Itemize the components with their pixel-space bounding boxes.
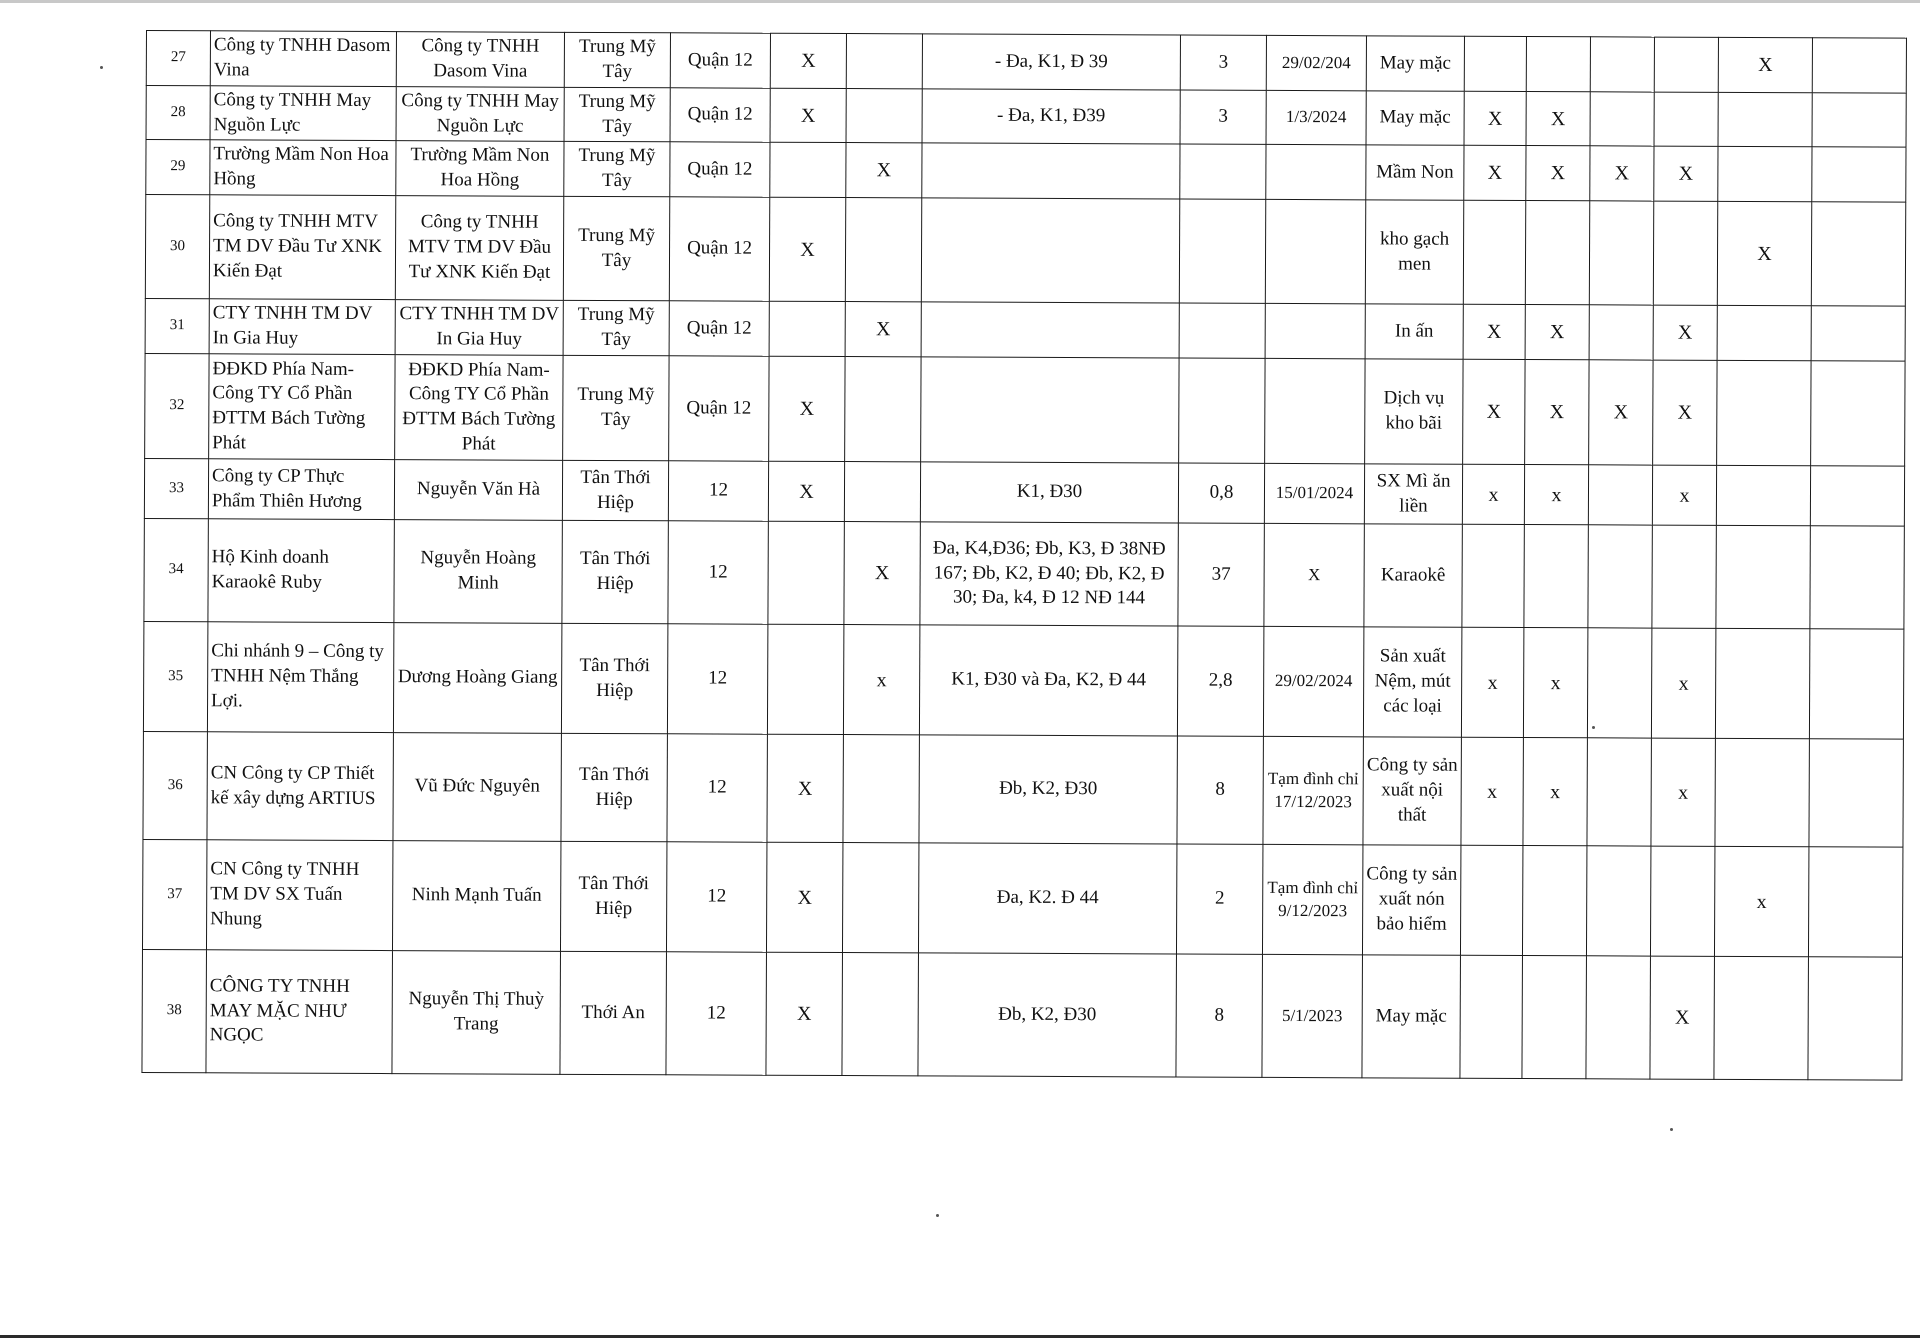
ward: Thới An (560, 951, 667, 1074)
mark-col-5 (1715, 628, 1809, 738)
mark-col-4: X (1653, 360, 1717, 465)
check-col-2 (846, 34, 922, 89)
row-number: 29 (146, 140, 210, 195)
company-name: ĐĐKD Phía Nam- Công TY Cổ Phần ĐTTM Bách Tường Phát (209, 354, 395, 460)
mark-col-3 (1589, 201, 1653, 305)
mark-col-2: x (1523, 628, 1587, 738)
representative: ĐĐKD Phía Nam- Công TY Cổ Phần ĐTTM Bách Tường Phát (395, 355, 563, 461)
representative: Vũ Đức Nguyên (393, 733, 561, 842)
legal-reference: Đa, K2. Đ 44 (918, 843, 1176, 954)
scan-top-edge (0, 0, 1920, 3)
mark-col-3: X (1590, 146, 1654, 201)
table-row (143, 731, 1903, 847)
row-number: 27 (146, 31, 210, 86)
legal-reference (921, 302, 1179, 358)
mark-col-4: x (1652, 465, 1716, 525)
representative: Ninh Mạnh Tuấn (392, 841, 560, 952)
legal-reference: Đb, K2, Đ30 (918, 953, 1177, 1077)
date: 29/02/204 (1266, 35, 1366, 90)
table-body (142, 31, 1907, 1081)
mark-col-5 (1715, 738, 1809, 846)
quantity (1179, 199, 1265, 303)
representative: Công ty TNHH MTV TM DV Đầu Tư XNK Kiến Đạt (395, 196, 563, 301)
district: 12 (667, 624, 767, 734)
date (1266, 144, 1366, 199)
mark-col-5 (1718, 146, 1812, 201)
row-number: 32 (145, 353, 209, 458)
legal-reference: - Đa, K1, Đ 39 (922, 34, 1180, 90)
scan-speck (1592, 726, 1595, 729)
date: 1/3/2024 (1266, 90, 1366, 144)
industry: In ấn (1365, 304, 1463, 359)
mark-col-4 (1650, 846, 1714, 956)
check-col-1: X (766, 842, 842, 952)
district: 12 (668, 461, 768, 521)
ward: Trung Mỹ Tây (563, 196, 669, 300)
district: 12 (666, 842, 766, 952)
date: X (1264, 523, 1364, 626)
check-col-1 (769, 301, 845, 356)
row-number: 31 (145, 298, 209, 353)
check-col-2: x (843, 625, 919, 735)
table-row (142, 839, 1902, 957)
company-name: Hộ Kinh doanh Karaokê Ruby (208, 519, 394, 623)
mark-col-4 (1652, 525, 1716, 628)
representative: Nguyễn Văn Hà (394, 460, 562, 521)
row-number: 30 (145, 195, 209, 299)
representative: Công ty TNHH Dasom Vina (396, 32, 564, 88)
district: 12 (667, 734, 767, 842)
mark-col-6 (1808, 847, 1902, 957)
row-number: 35 (143, 621, 207, 731)
mark-col-4: x (1651, 628, 1715, 738)
industry: Sản xuất Nệm, mút các loại (1363, 627, 1461, 737)
mark-col-1: X (1463, 304, 1525, 359)
scan-speck (1670, 1128, 1673, 1131)
company-name: Công ty TNHH May Nguồn Lực (210, 86, 396, 141)
quantity: 2 (1176, 844, 1262, 954)
company-name: CN Công ty CP Thiết kế xây dựng ARTIUS (207, 732, 393, 841)
mark-col-1 (1464, 36, 1526, 91)
industry: kho gạch men (1365, 200, 1463, 304)
scan-speck (100, 66, 103, 69)
row-number: 38 (142, 949, 207, 1072)
check-col-2 (846, 89, 922, 143)
mark-col-5 (1718, 92, 1812, 146)
industry: Dịch vụ kho bãi (1365, 359, 1463, 464)
mark-col-3 (1590, 92, 1654, 146)
check-col-2 (845, 357, 921, 462)
mark-col-6 (1810, 526, 1904, 629)
industry: Mầm Non (1366, 145, 1464, 200)
representative: Nguyễn Thị Thuỳ Trang (392, 951, 561, 1075)
district: 12 (666, 952, 767, 1075)
mark-col-3 (1587, 738, 1651, 846)
mark-col-2 (1526, 37, 1590, 92)
representative: CTY TNHH TM DV In Gia Huy (395, 300, 563, 356)
mark-col-6 (1811, 361, 1905, 466)
mark-col-4: X (1654, 146, 1718, 201)
date (1265, 358, 1365, 463)
mark-col-4 (1654, 37, 1718, 92)
mark-col-2 (1522, 956, 1587, 1079)
check-col-1 (770, 142, 846, 197)
quantity (1180, 144, 1266, 199)
date: 5/1/2023 (1262, 954, 1363, 1077)
check-col-2: X (846, 143, 922, 198)
mark-col-6 (1808, 957, 1903, 1080)
mark-col-5 (1714, 956, 1809, 1079)
mark-col-1: x (1461, 737, 1523, 845)
representative: Công ty TNHH May Nguồn Lực (396, 87, 564, 142)
mark-col-5 (1716, 465, 1810, 525)
quantity: 0,8 (1178, 463, 1264, 523)
mark-col-3 (1586, 956, 1651, 1079)
table-row (142, 949, 1903, 1080)
table-row (146, 31, 1906, 94)
legal-reference: Đb, K2, Đ30 (919, 735, 1177, 844)
company-name: CTY TNHH TM DV In Gia Huy (209, 299, 395, 355)
mark-col-2: X (1525, 360, 1589, 465)
ward: Trung Mỹ Tây (564, 87, 670, 141)
table-row (145, 195, 1905, 307)
mark-col-1 (1462, 524, 1524, 627)
quantity: 37 (1178, 523, 1264, 626)
company-name: Công ty TNHH Dasom Vina (210, 31, 396, 87)
row-number: 36 (143, 731, 207, 839)
mark-col-3: X (1589, 360, 1653, 465)
mark-col-6 (1812, 147, 1906, 202)
district: Quận 12 (669, 356, 769, 461)
check-col-1: X (770, 33, 846, 88)
company-name: CÔNG TY TNHH MAY MẶC NHƯ NGỌC (206, 950, 393, 1074)
representative: Trường Mầm Non Hoa Hồng (396, 141, 564, 197)
check-col-2: X (844, 522, 920, 625)
date (1265, 199, 1365, 303)
industry: Công ty sản xuất nội thất (1363, 737, 1461, 845)
check-col-1 (768, 521, 844, 624)
mark-col-5 (1717, 360, 1811, 465)
quantity: 8 (1177, 736, 1263, 844)
quantity: 3 (1180, 35, 1266, 90)
mark-col-6 (1812, 93, 1906, 147)
district: Quận 12 (670, 33, 770, 88)
ward: Tân Thới Hiệp (561, 623, 667, 733)
district: Quận 12 (669, 301, 769, 356)
check-col-2 (842, 843, 918, 953)
mark-col-2: X (1526, 146, 1590, 201)
table-row (143, 621, 1903, 739)
district: Quận 12 (670, 88, 770, 142)
ward: Trung Mỹ Tây (563, 300, 669, 355)
representative: Nguyễn Hoàng Minh (394, 520, 562, 624)
industry: May mặc (1366, 36, 1464, 91)
quantity (1179, 358, 1265, 463)
legal-reference (921, 357, 1179, 463)
industry: May mặc (1366, 91, 1464, 145)
company-name: Công ty CP Thực Phẩm Thiên Hương (208, 459, 394, 520)
legal-reference: K1, Đ30 (920, 462, 1178, 523)
company-name: CN Công ty TNHH TM DV SX Tuấn Nhung (206, 840, 392, 951)
mark-col-5 (1716, 525, 1810, 628)
industry: Karaokê (1364, 524, 1462, 627)
mark-col-1: x (1462, 464, 1524, 524)
ward: Trung Mỹ Tây (563, 355, 669, 460)
legal-reference (921, 198, 1179, 303)
industry: May mặc (1362, 955, 1461, 1078)
mark-col-3 (1588, 525, 1652, 628)
mark-col-4 (1653, 201, 1717, 305)
mark-col-1: X (1464, 91, 1526, 145)
mark-col-6 (1809, 739, 1903, 847)
table-row (144, 458, 1904, 526)
ward: Trung Mỹ Tây (564, 141, 670, 196)
mark-col-2: X (1526, 92, 1590, 146)
mark-col-3 (1589, 305, 1653, 360)
mark-col-5: x (1714, 846, 1808, 956)
scan-speck (936, 1214, 939, 1217)
mark-col-2: X (1525, 305, 1589, 360)
mark-col-1: X (1463, 359, 1525, 464)
ward: Tân Thới Hiệp (562, 460, 668, 520)
district: 12 (668, 521, 768, 624)
legal-reference: - Đa, K1, Đ39 (922, 89, 1180, 144)
quantity (1179, 303, 1265, 358)
district: Quận 12 (670, 142, 770, 197)
legal-reference: Đa, K4,Đ36; Đb, K3, Đ 38NĐ 167; Đb, K2, Đ 40; Đb, K2, Đ 30; Đa, k4, Đ 12 NĐ 144 (920, 522, 1178, 626)
check-col-1: X (766, 952, 843, 1075)
legal-reference: K1, Đ30 và Đa, K2, Đ 44 (919, 625, 1177, 736)
quantity: 3 (1180, 90, 1266, 144)
scan-bottom-edge (0, 1335, 1920, 1338)
row-number: 28 (146, 86, 210, 140)
mark-col-6 (1809, 629, 1903, 739)
date: Tạm đình chỉ 17/12/2023 (1263, 736, 1363, 844)
mark-col-2: x (1523, 738, 1587, 846)
quantity: 8 (1176, 954, 1263, 1077)
industry: Công ty sản xuất nón bảo hiểm (1362, 845, 1460, 955)
row-number: 34 (144, 518, 208, 621)
date: 15/01/2024 (1264, 463, 1364, 523)
ward: Tân Thới Hiệp (560, 841, 666, 951)
representative: Dương Hoàng Giang (393, 623, 561, 734)
mark-col-3 (1587, 628, 1651, 738)
mark-col-2 (1525, 201, 1589, 305)
mark-col-2 (1522, 846, 1586, 956)
table-row (144, 518, 1904, 629)
mark-col-4: x (1651, 738, 1715, 846)
check-col-2 (845, 198, 921, 302)
company-name: Trường Mầm Non Hoa Hồng (210, 140, 396, 196)
check-col-2 (844, 462, 920, 522)
table-row (146, 86, 1906, 148)
check-col-1: X (768, 461, 844, 521)
mark-col-2: x (1524, 465, 1588, 525)
mark-col-3 (1588, 465, 1652, 525)
ward: Tân Thới Hiệp (562, 520, 668, 623)
mark-col-5 (1717, 305, 1811, 360)
table-row (146, 140, 1906, 203)
mark-col-1 (1463, 200, 1525, 304)
mark-col-3 (1586, 846, 1650, 956)
check-col-2 (843, 735, 919, 843)
facility-table (141, 30, 1907, 1081)
mark-col-6 (1811, 202, 1905, 306)
date (1265, 303, 1365, 358)
mark-col-4 (1654, 92, 1718, 146)
mark-col-5: X (1718, 37, 1812, 92)
mark-col-3 (1590, 37, 1654, 92)
mark-col-5: X (1717, 201, 1811, 305)
mark-col-6 (1811, 306, 1905, 361)
ward: Trung Mỹ Tây (564, 32, 670, 87)
industry: SX Mì ăn liền (1364, 464, 1462, 524)
mark-col-1: x (1461, 627, 1523, 737)
table-row (145, 298, 1905, 361)
mark-col-1: X (1464, 145, 1526, 200)
check-col-1: X (770, 88, 846, 142)
company-name: Công ty TNHH MTV TM DV Đầu Tư XNK Kiến Đạt (209, 195, 395, 300)
mark-col-6 (1812, 38, 1906, 93)
district: Quận 12 (669, 197, 769, 301)
date: Tạm đình chỉ 9/12/2023 (1262, 844, 1362, 954)
company-name: Chi nhánh 9 – Công ty TNHH Nệm Thắng Lợi. (207, 622, 393, 733)
legal-reference (922, 143, 1180, 199)
check-col-2: X (845, 302, 921, 357)
mark-col-2 (1524, 525, 1588, 628)
row-number: 33 (144, 458, 208, 518)
mark-col-4: X (1650, 956, 1715, 1079)
mark-col-6 (1810, 466, 1904, 526)
ward: Tân Thới Hiệp (561, 733, 667, 841)
check-col-2 (842, 953, 919, 1076)
check-col-1: X (767, 734, 843, 842)
row-number: 37 (142, 839, 206, 949)
date: 29/02/2024 (1263, 626, 1363, 736)
table-row (145, 353, 1905, 466)
check-col-1 (767, 624, 843, 734)
check-col-1: X (769, 356, 845, 461)
quantity: 2,8 (1177, 626, 1263, 736)
check-col-1: X (769, 197, 845, 301)
mark-col-1 (1460, 955, 1523, 1078)
mark-col-4: X (1653, 305, 1717, 360)
mark-col-1 (1460, 845, 1522, 955)
